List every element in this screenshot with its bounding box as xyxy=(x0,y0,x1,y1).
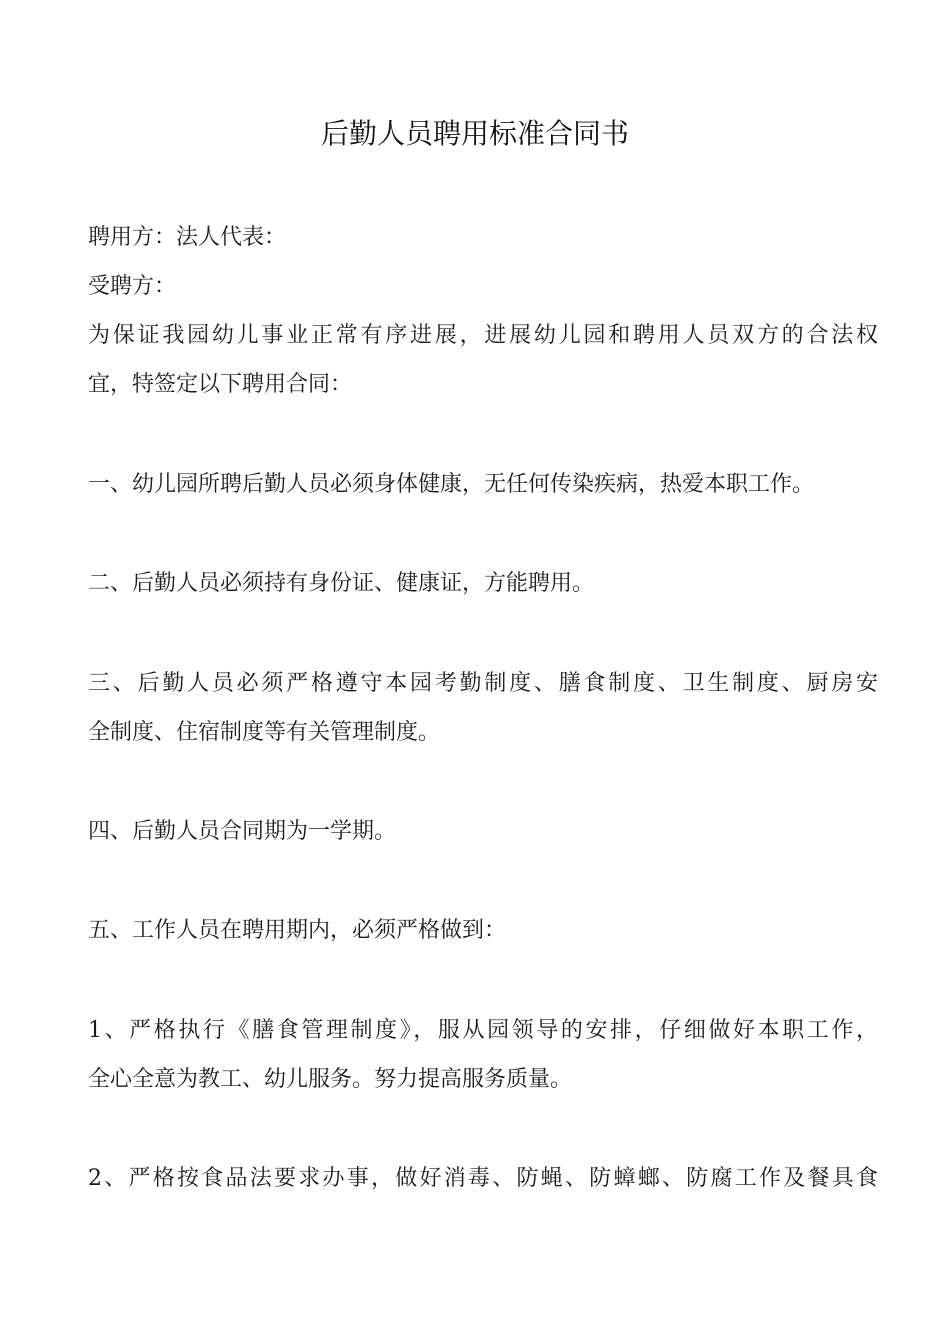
subclause-1-line-1: 1、严格执行《膳食管理制度》，服从园领导的安排，仔细做好本职工作， xyxy=(88,1018,878,1043)
clause-5: 五、工作人员在聘用期内，必须严格做到： xyxy=(88,918,507,943)
employee-line: 受聘方： xyxy=(88,274,177,299)
subclause-1-line-2: 全心全意为教工、幼儿服务。努力提高服务质量。 xyxy=(88,1067,573,1092)
clause-3-line-1: 三、后勤人员必须严格遵守本园考勤制度、膳食制度、卫生制度、厨房安 xyxy=(88,671,878,696)
document-title: 后勤人员聘用标准合同书 xyxy=(320,117,629,150)
preamble-line-1: 为保证我园幼儿事业正常有序进展，进展幼儿园和聘用人员双方的合法权 xyxy=(88,323,878,348)
clause-1: 一、幼儿园所聘后勤人员必须身体健康，无任何传染疾病，热爱本职工作。 xyxy=(88,472,815,497)
clause-4: 四、后勤人员合同期为一学期。 xyxy=(88,819,397,844)
clause-3-line-2: 全制度、住宿制度等有关管理制度。 xyxy=(88,720,441,745)
preamble-line-2: 宜，特签定以下聘用合同： xyxy=(88,372,353,397)
clause-2: 二、后勤人员必须持有身份证、健康证，方能聘用。 xyxy=(88,571,595,596)
subclause-2-line-1: 2、严格按食品法要求办事，做好消毒、防蝇、防蟑螂、防腐工作及餐具食 xyxy=(88,1166,878,1191)
employer-line: 聘用方：法人代表： xyxy=(88,225,287,250)
